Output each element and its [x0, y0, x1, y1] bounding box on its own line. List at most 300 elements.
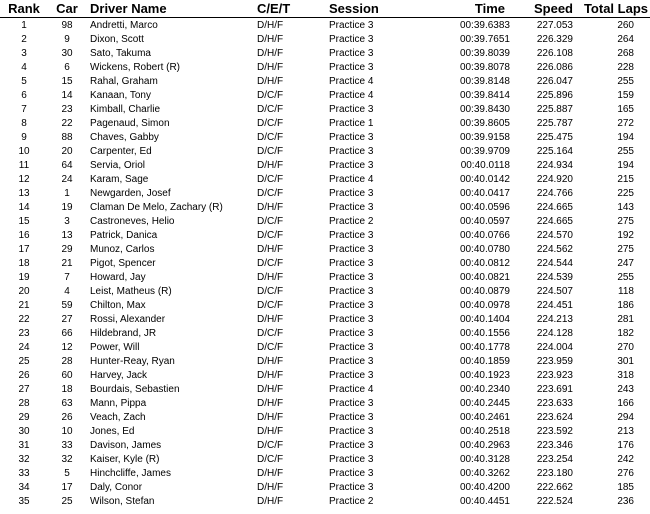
cell-cet: D/C/F: [257, 453, 284, 465]
cell-rank: 19: [18, 271, 30, 283]
cell-cet: D/H/F: [257, 397, 284, 409]
cell-rank: 35: [18, 495, 30, 507]
cell-total-laps: 225: [617, 187, 634, 199]
cell-cet: D/H/F: [257, 313, 284, 325]
cell-car: 59: [61, 299, 73, 311]
cell-total-laps: 192: [617, 229, 634, 241]
cell-session: Practice 3: [329, 201, 374, 213]
cell-time: 00:40.0596: [459, 201, 510, 213]
cell-cet: D/C/F: [257, 341, 284, 353]
cell-total-laps: 275: [617, 243, 634, 255]
table-header: [0, 0, 650, 18]
cell-rank: 4: [21, 61, 27, 73]
cell-time: 00:40.0118: [460, 159, 510, 171]
cell-car: 15: [61, 75, 73, 87]
cell-cet: D/H/F: [257, 271, 284, 283]
cell-time: 00:39.8605: [459, 117, 510, 129]
cell-cet: D/C/F: [257, 229, 284, 241]
cell-session: Practice 4: [329, 173, 374, 185]
cell-total-laps: 213: [617, 425, 634, 437]
cell-speed: 226.086: [536, 61, 573, 73]
cell-driver-name: Jones, Ed: [90, 425, 135, 437]
cell-speed: 225.887: [536, 103, 573, 115]
cell-time: 00:40.0142: [459, 173, 510, 185]
cell-rank: 21: [18, 299, 30, 311]
cell-speed: 225.787: [536, 117, 573, 129]
cell-driver-name: Hunter-Reay, Ryan: [90, 355, 175, 367]
cell-speed: 224.539: [536, 271, 573, 283]
cell-car: 14: [61, 89, 73, 101]
cell-speed: 224.562: [536, 243, 573, 255]
cell-rank: 7: [21, 103, 27, 115]
cell-speed: 223.592: [536, 425, 573, 437]
cell-cet: D/C/F: [257, 131, 284, 143]
cell-driver-name: Veach, Zach: [90, 411, 146, 423]
cell-rank: 32: [18, 453, 30, 465]
cell-total-laps: 186: [617, 299, 634, 311]
cell-time: 00:40.1923: [459, 369, 510, 381]
cell-driver-name: Sato, Takuma: [90, 47, 151, 59]
cell-driver-name: Wickens, Robert (R): [90, 61, 181, 73]
cell-session: Practice 3: [329, 271, 374, 283]
cell-session: Practice 3: [329, 425, 374, 437]
cell-session: Practice 3: [329, 285, 374, 297]
cell-time: 00:40.4200: [459, 481, 510, 493]
cell-cet: D/C/F: [257, 173, 284, 185]
cell-cet: D/C/F: [257, 89, 284, 101]
cell-cet: D/C/F: [257, 187, 284, 199]
cell-driver-name: Daly, Conor: [90, 481, 143, 493]
cell-session: Practice 3: [329, 131, 374, 143]
table-row: [0, 494, 650, 508]
cell-driver-name: Carpenter, Ed: [90, 145, 152, 157]
cell-car: 27: [61, 313, 73, 325]
cell-time: 00:39.9709: [459, 145, 510, 157]
cell-total-laps: 301: [617, 355, 634, 367]
cell-speed: 222.662: [536, 481, 573, 493]
cell-car: 33: [61, 439, 73, 451]
cell-total-laps: 185: [617, 481, 634, 493]
table-row: [0, 452, 650, 466]
cell-session: Practice 2: [329, 215, 374, 227]
cell-speed: 226.047: [536, 75, 573, 87]
table-row: [0, 116, 650, 130]
cell-total-laps: 194: [617, 159, 634, 171]
cell-driver-name: Karam, Sage: [90, 173, 149, 185]
cell-speed: 223.959: [536, 355, 573, 367]
table-row: [0, 74, 650, 88]
table-body: [0, 18, 650, 509]
table-row: [0, 88, 650, 102]
cell-total-laps: 294: [617, 411, 634, 423]
cell-speed: 224.920: [536, 173, 573, 185]
cell-driver-name: Mann, Pippa: [90, 397, 147, 409]
cell-time: 00:40.1556: [459, 327, 510, 339]
header-session: Session: [321, 0, 422, 18]
cell-time: 00:40.1404: [459, 313, 510, 325]
cell-time: 00:40.2461: [459, 411, 510, 423]
cell-cet: D/H/F: [257, 201, 284, 213]
table-row: [0, 228, 650, 242]
cell-rank: 9: [21, 131, 27, 143]
table-row: [0, 354, 650, 368]
cell-car: 9: [64, 33, 70, 45]
cell-session: Practice 4: [329, 89, 374, 101]
cell-speed: 223.180: [536, 467, 573, 479]
cell-speed: 224.507: [536, 285, 573, 297]
cell-speed: 223.346: [536, 439, 573, 451]
cell-speed: 224.213: [536, 313, 573, 325]
cell-session: Practice 3: [329, 61, 374, 73]
cell-driver-name: Kanaan, Tony: [90, 89, 151, 101]
header-speed: Speed: [515, 0, 582, 18]
cell-car: 4: [64, 285, 70, 297]
cell-driver-name: Claman De Melo, Zachary (R): [90, 201, 223, 213]
table-row: [0, 214, 650, 228]
cell-session: Practice 3: [329, 341, 374, 353]
cell-cet: D/H/F: [257, 355, 284, 367]
cell-cet: D/H/F: [257, 47, 284, 59]
cell-total-laps: 166: [617, 397, 634, 409]
cell-time: 00:39.8414: [459, 89, 510, 101]
cell-time: 00:39.8430: [459, 103, 510, 115]
cell-driver-name: Bourdais, Sebastien: [90, 383, 180, 395]
cell-session: Practice 3: [329, 299, 374, 311]
cell-rank: 24: [18, 341, 30, 353]
cell-rank: 28: [18, 397, 30, 409]
cell-driver-name: Newgarden, Josef: [90, 187, 171, 199]
cell-session: Practice 3: [329, 47, 374, 59]
cell-time: 00:40.2518: [459, 425, 510, 437]
cell-cet: D/H/F: [257, 19, 284, 31]
cell-driver-name: Kaiser, Kyle (R): [90, 453, 160, 465]
cell-driver-name: Hinchcliffe, James: [90, 467, 171, 479]
table-row: [0, 438, 650, 452]
header-row: [0, 0, 650, 18]
cell-session: Practice 3: [329, 411, 374, 423]
header-cet: C/E/T: [241, 0, 321, 18]
cell-car: 30: [61, 47, 73, 59]
cell-total-laps: 118: [618, 285, 634, 297]
cell-speed: 224.766: [536, 187, 573, 199]
cell-total-laps: 236: [617, 495, 634, 507]
cell-cet: D/H/F: [257, 481, 284, 493]
cell-rank: 18: [18, 257, 30, 269]
cell-speed: 224.128: [536, 327, 573, 339]
cell-session: Practice 3: [329, 453, 374, 465]
cell-session: Practice 3: [329, 243, 374, 255]
cell-driver-name: Pigot, Spencer: [90, 257, 156, 269]
cell-session: Practice 3: [329, 103, 374, 115]
cell-rank: 11: [18, 159, 30, 171]
cell-time: 00:40.0821: [459, 271, 510, 283]
cell-speed: 224.451: [536, 299, 573, 311]
table-row: [0, 130, 650, 144]
cell-speed: 223.254: [536, 453, 573, 465]
cell-speed: 222.524: [536, 495, 573, 507]
cell-car: 64: [61, 159, 73, 171]
header-total-laps: Total Laps: [583, 1, 648, 16]
cell-time: 00:40.3262: [459, 467, 510, 479]
cell-speed: 226.329: [536, 33, 573, 45]
cell-driver-name: Pagenaud, Simon: [90, 117, 170, 129]
cell-car: 7: [64, 271, 70, 283]
cell-total-laps: 243: [617, 383, 634, 395]
cell-car: 13: [61, 229, 73, 241]
cell-total-laps: 182: [617, 327, 634, 339]
cell-session: Practice 3: [329, 19, 374, 31]
cell-session: Practice 3: [329, 481, 374, 493]
cell-car: 26: [61, 411, 73, 423]
cell-session: Practice 3: [329, 313, 374, 325]
cell-total-laps: 215: [617, 173, 634, 185]
cell-session: Practice 3: [329, 467, 374, 479]
cell-total-laps: 255: [617, 75, 634, 87]
table-row: [0, 46, 650, 60]
cell-time: 00:39.8078: [459, 61, 510, 73]
cell-speed: 224.934: [536, 159, 573, 171]
table-row: [0, 172, 650, 186]
cell-total-laps: 176: [617, 439, 634, 451]
cell-cet: D/C/F: [257, 299, 284, 311]
cell-time: 00:40.0766: [459, 229, 510, 241]
cell-cet: D/H/F: [257, 411, 284, 423]
cell-rank: 34: [18, 481, 30, 493]
cell-cet: D/H/F: [257, 383, 284, 395]
table-row: [0, 32, 650, 46]
cell-car: 60: [61, 369, 73, 381]
cell-session: Practice 3: [329, 369, 374, 381]
cell-session: Practice 1: [329, 117, 374, 129]
table-row: [0, 480, 650, 494]
cell-car: 20: [61, 145, 73, 157]
cell-rank: 33: [18, 467, 30, 479]
cell-driver-name: Leist, Matheus (R): [90, 285, 172, 297]
table-row: [0, 18, 650, 33]
cell-cet: D/C/F: [257, 439, 284, 451]
cell-car: 6: [64, 61, 70, 73]
cell-driver-name: Harvey, Jack: [90, 369, 148, 381]
header-driver-name: Driver Name: [86, 0, 241, 18]
cell-rank: 31: [18, 439, 30, 451]
cell-total-laps: 165: [617, 103, 634, 115]
table-row: [0, 340, 650, 354]
cell-cet: D/H/F: [257, 159, 284, 171]
cell-time: 00:40.4451: [459, 495, 510, 507]
table-row: [0, 284, 650, 298]
cell-speed: 224.665: [536, 201, 573, 213]
cell-driver-name: Davison, James: [90, 439, 162, 451]
cell-cet: D/C/F: [257, 285, 284, 297]
cell-total-laps: 268: [617, 47, 634, 59]
cell-total-laps: 228: [617, 61, 634, 73]
table-row: [0, 200, 650, 214]
cell-car: 1: [64, 187, 70, 199]
cell-car: 66: [61, 327, 73, 339]
table-row: [0, 466, 650, 480]
cell-rank: 12: [18, 173, 30, 185]
cell-driver-name: Kimball, Charlie: [90, 103, 161, 115]
cell-time: 00:40.0597: [459, 215, 510, 227]
cell-rank: 17: [18, 243, 30, 255]
cell-driver-name: Howard, Jay: [90, 271, 146, 283]
cell-rank: 3: [21, 47, 27, 59]
cell-car: 32: [61, 453, 73, 465]
cell-total-laps: 143: [617, 201, 634, 213]
cell-driver-name: Castroneves, Helio: [90, 215, 175, 227]
cell-rank: 16: [18, 229, 30, 241]
cell-driver-name: Rahal, Graham: [90, 75, 158, 87]
cell-rank: 20: [18, 285, 30, 297]
cell-speed: 225.475: [536, 131, 573, 143]
cell-rank: 2: [21, 33, 27, 45]
cell-total-laps: 247: [617, 257, 634, 269]
cell-driver-name: Servia, Oriol: [90, 159, 146, 171]
table-row: [0, 298, 650, 312]
table-row: [0, 382, 650, 396]
cell-speed: 223.633: [536, 397, 573, 409]
cell-driver-name: Dixon, Scott: [90, 33, 144, 45]
cell-time: 00:40.2340: [459, 383, 510, 395]
cell-session: Practice 3: [329, 439, 374, 451]
cell-time: 00:40.3128: [459, 453, 510, 465]
cell-rank: 1: [21, 19, 27, 31]
table-row: [0, 186, 650, 200]
cell-rank: 30: [18, 425, 30, 437]
cell-speed: 226.108: [536, 47, 573, 59]
cell-total-laps: 159: [617, 89, 634, 101]
cell-session: Practice 3: [329, 159, 374, 171]
cell-time: 00:40.1778: [459, 341, 510, 353]
cell-time: 00:39.8039: [459, 47, 510, 59]
cell-total-laps: 242: [617, 453, 634, 465]
cell-total-laps: 281: [617, 313, 634, 325]
cell-total-laps: 272: [617, 117, 634, 129]
cell-time: 00:40.2445: [459, 397, 510, 409]
cell-cet: D/H/F: [257, 243, 284, 255]
cell-car: 23: [61, 103, 73, 115]
header-car: Car: [48, 0, 86, 18]
cell-speed: 223.624: [536, 411, 573, 423]
cell-rank: 6: [21, 89, 27, 101]
table-row: [0, 312, 650, 326]
cell-total-laps: 255: [617, 145, 634, 157]
cell-rank: 5: [21, 75, 27, 87]
cell-rank: 22: [18, 313, 30, 325]
cell-total-laps: 275: [617, 215, 634, 227]
cell-car: 24: [61, 173, 73, 185]
cell-driver-name: Wilson, Stefan: [90, 495, 155, 507]
cell-rank: 29: [18, 411, 30, 423]
cell-total-laps: 255: [617, 271, 634, 283]
cell-total-laps: 260: [617, 19, 634, 31]
table-row: [0, 242, 650, 256]
cell-driver-name: Hildebrand, JR: [90, 327, 157, 339]
cell-speed: 224.004: [536, 341, 573, 353]
cell-session: Practice 3: [329, 187, 374, 199]
cell-time: 00:40.1859: [459, 355, 510, 367]
cell-time: 00:40.0780: [459, 243, 510, 255]
table-row: [0, 60, 650, 74]
cell-driver-name: Rossi, Alexander: [90, 313, 166, 325]
cell-speed: 225.896: [536, 89, 573, 101]
table-row: [0, 410, 650, 424]
header-time: Time: [422, 0, 515, 18]
cell-session: Practice 4: [329, 383, 374, 395]
cell-speed: 223.691: [536, 383, 573, 395]
cell-total-laps: 194: [617, 131, 634, 143]
cell-total-laps: 270: [617, 341, 634, 353]
cell-speed: 224.665: [536, 215, 573, 227]
cell-car: 29: [61, 243, 73, 255]
cell-car: 3: [64, 215, 70, 227]
cell-cet: D/C/F: [257, 117, 284, 129]
cell-cet: D/C/F: [257, 103, 284, 115]
cell-speed: 227.053: [536, 19, 573, 31]
cell-time: 00:39.6383: [459, 19, 510, 31]
cell-time: 00:40.0417: [459, 187, 510, 199]
cell-time: 00:39.9158: [459, 131, 510, 143]
cell-car: 12: [61, 341, 73, 353]
cell-driver-name: Andretti, Marco: [90, 19, 158, 31]
cell-session: Practice 2: [329, 495, 374, 507]
cell-rank: 23: [18, 327, 30, 339]
table-row: [0, 102, 650, 116]
cell-rank: 13: [18, 187, 30, 199]
cell-rank: 8: [21, 117, 27, 129]
cell-time: 00:40.2963: [459, 439, 510, 451]
cell-driver-name: Chaves, Gabby: [90, 131, 159, 143]
table-row: [0, 158, 650, 172]
table-row: [0, 396, 650, 410]
cell-time: 00:40.0879: [459, 285, 510, 297]
cell-cet: D/H/F: [257, 33, 284, 45]
cell-session: Practice 4: [329, 75, 374, 87]
cell-rank: 14: [18, 201, 30, 213]
cell-total-laps: 276: [617, 467, 634, 479]
cell-driver-name: Power, Will: [90, 341, 140, 353]
cell-cet: D/C/F: [257, 215, 284, 227]
cell-rank: 15: [18, 215, 30, 227]
cell-cet: D/H/F: [257, 425, 284, 437]
cell-time: 00:39.7651: [459, 33, 510, 45]
cell-speed: 223.923: [536, 369, 573, 381]
cell-session: Practice 3: [329, 229, 374, 241]
cell-session: Practice 3: [329, 257, 374, 269]
cell-car: 5: [64, 467, 70, 479]
cell-car: 10: [61, 425, 73, 437]
cell-cet: D/C/F: [257, 145, 284, 157]
cell-car: 17: [61, 481, 73, 493]
cell-session: Practice 3: [329, 327, 374, 339]
cell-car: 98: [61, 19, 73, 31]
cell-car: 22: [61, 117, 73, 129]
cell-session: Practice 3: [329, 397, 374, 409]
cell-car: 18: [61, 383, 73, 395]
cell-time: 00:39.8148: [459, 75, 510, 87]
table-row: [0, 270, 650, 284]
cell-speed: 224.544: [536, 257, 573, 269]
cell-time: 00:40.0812: [459, 257, 510, 269]
cell-cet: D/C/F: [257, 327, 284, 339]
cell-cet: D/H/F: [257, 75, 284, 87]
cell-car: 25: [61, 495, 73, 507]
table-row: [0, 424, 650, 438]
cell-car: 21: [61, 257, 73, 269]
cell-car: 28: [61, 355, 73, 367]
table-row: [0, 256, 650, 270]
table-row: [0, 368, 650, 382]
